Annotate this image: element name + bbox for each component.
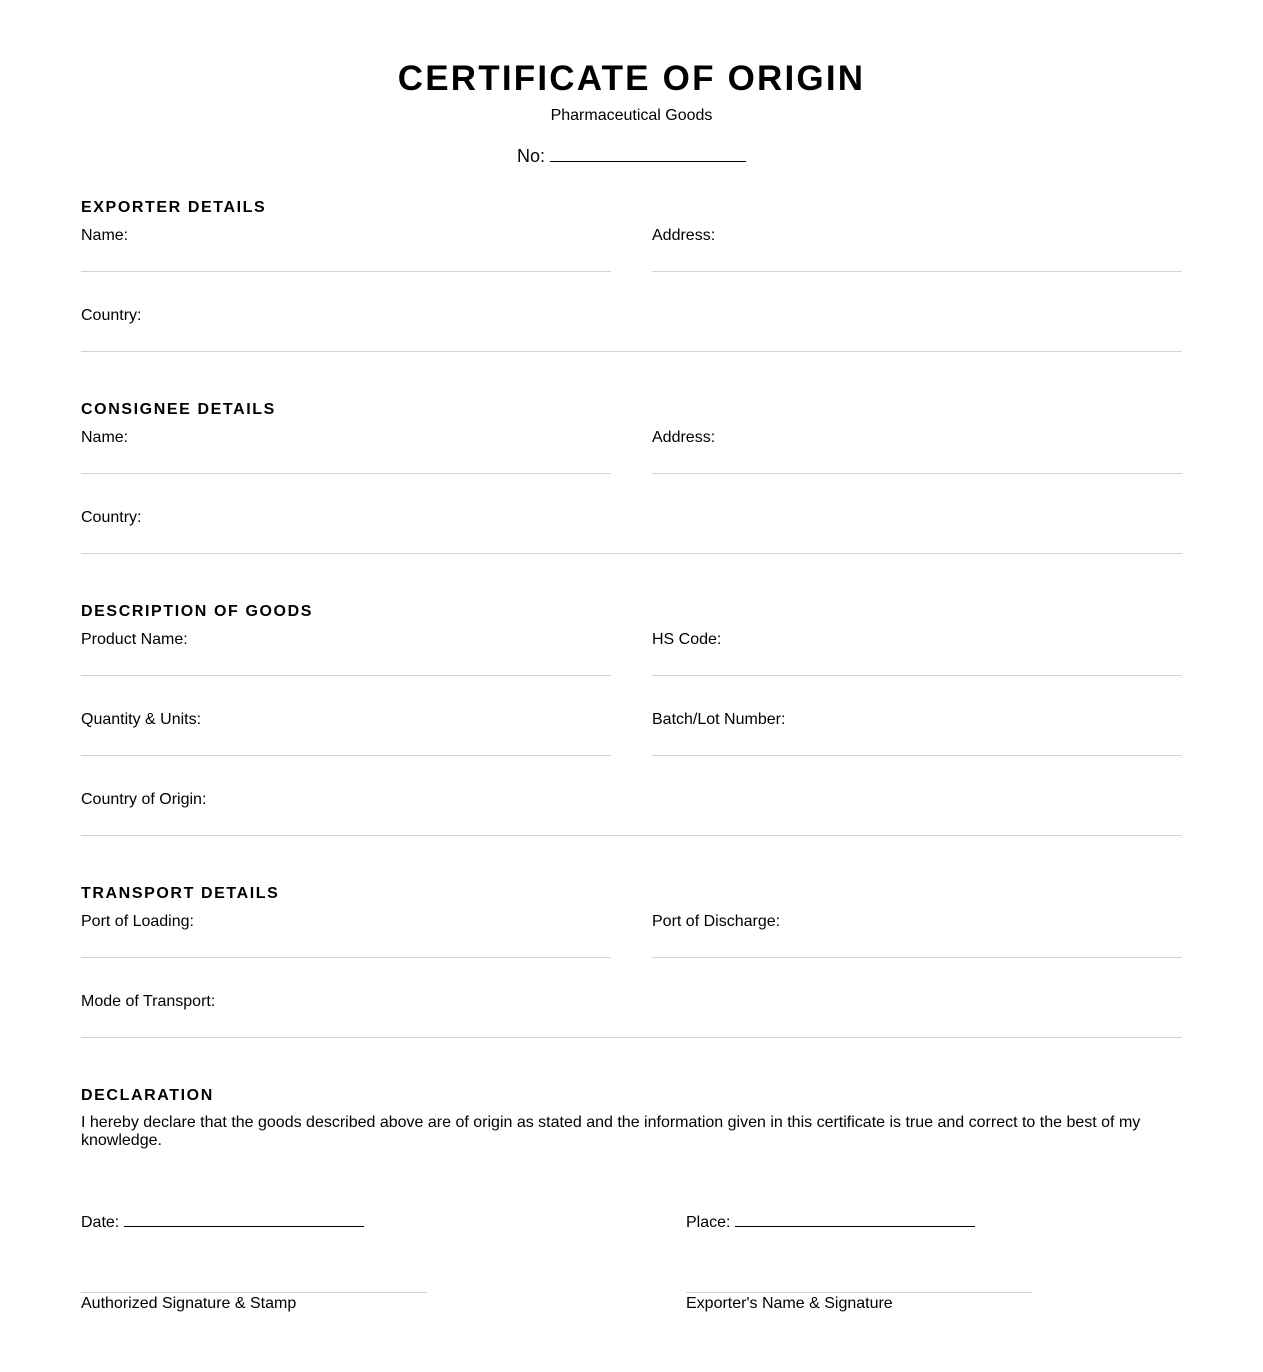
consignee-country-label: Country: (81, 509, 142, 526)
exporter-section-heading: EXPORTER DETAILS (81, 199, 267, 216)
port-of-discharge-label: Port of Discharge: (652, 913, 781, 930)
exporter-address-label: Address: (652, 227, 716, 244)
document-subtitle: Pharmaceutical Goods (550, 107, 713, 124)
exporter-address-field[interactable] (652, 271, 1182, 272)
port-of-loading-label: Port of Loading: (81, 913, 194, 930)
declaration-text: I hereby declare that the goods described above are of origin as stated and the information given in this certificate is true and correct to the best of my knowledge. (81, 1114, 1141, 1149)
authorized-signature-label: Authorized Signature & Stamp (81, 1295, 297, 1312)
port-of-discharge-field[interactable] (652, 957, 1182, 958)
consignee-address-field[interactable] (652, 473, 1182, 474)
mode-of-transport-label: Mode of Transport: (81, 993, 216, 1010)
date-label: Date: (81, 1214, 120, 1231)
document-title: CERTIFICATE OF ORIGIN (397, 59, 866, 98)
place-field[interactable] (735, 1210, 975, 1227)
transport-section-heading: TRANSPORT DETAILS (81, 885, 280, 902)
consignee-country-field[interactable] (81, 553, 1182, 554)
quantity-units-label: Quantity & Units: (81, 711, 202, 728)
hs-code-label: HS Code: (652, 631, 722, 648)
quantity-units-field[interactable] (81, 755, 611, 756)
product-name-field[interactable] (81, 675, 611, 676)
exporter-signature-line[interactable] (686, 1292, 1032, 1293)
date-field[interactable] (124, 1210, 364, 1227)
exporter-country-field[interactable] (81, 351, 1182, 352)
certificate-number-field[interactable] (550, 145, 746, 162)
certificate-number (0, 145, 1263, 167)
consignee-name-field[interactable] (81, 473, 611, 474)
country-of-origin-field[interactable] (81, 835, 1182, 836)
country-of-origin-label: Country of Origin: (81, 791, 207, 808)
batch-lot-number-label: Batch/Lot Number: (652, 711, 786, 728)
batch-lot-number-field[interactable] (652, 755, 1182, 756)
exporter-name-label: Name: (81, 227, 129, 244)
authorized-signature-line[interactable] (81, 1292, 427, 1293)
place-label: Place: (686, 1214, 731, 1231)
exporter-country-label: Country: (81, 307, 142, 324)
date-field-row (81, 1210, 364, 1233)
consignee-address-label: Address: (652, 429, 716, 446)
consignee-name-label: Name: (81, 429, 129, 446)
hs-code-field[interactable] (652, 675, 1182, 676)
port-of-loading-field[interactable] (81, 957, 611, 958)
mode-of-transport-field[interactable] (81, 1037, 1182, 1038)
exporter-signature-label: Exporter's Name & Signature (686, 1295, 893, 1312)
certificate-number-label: No: (516, 146, 545, 166)
goods-section-heading: DESCRIPTION OF GOODS (81, 603, 314, 620)
declaration-section-heading: DECLARATION (81, 1087, 214, 1104)
place-field-row (686, 1210, 975, 1233)
product-name-label: Product Name: (81, 631, 188, 648)
consignee-section-heading: CONSIGNEE DETAILS (81, 401, 276, 418)
exporter-name-field[interactable] (81, 271, 611, 272)
